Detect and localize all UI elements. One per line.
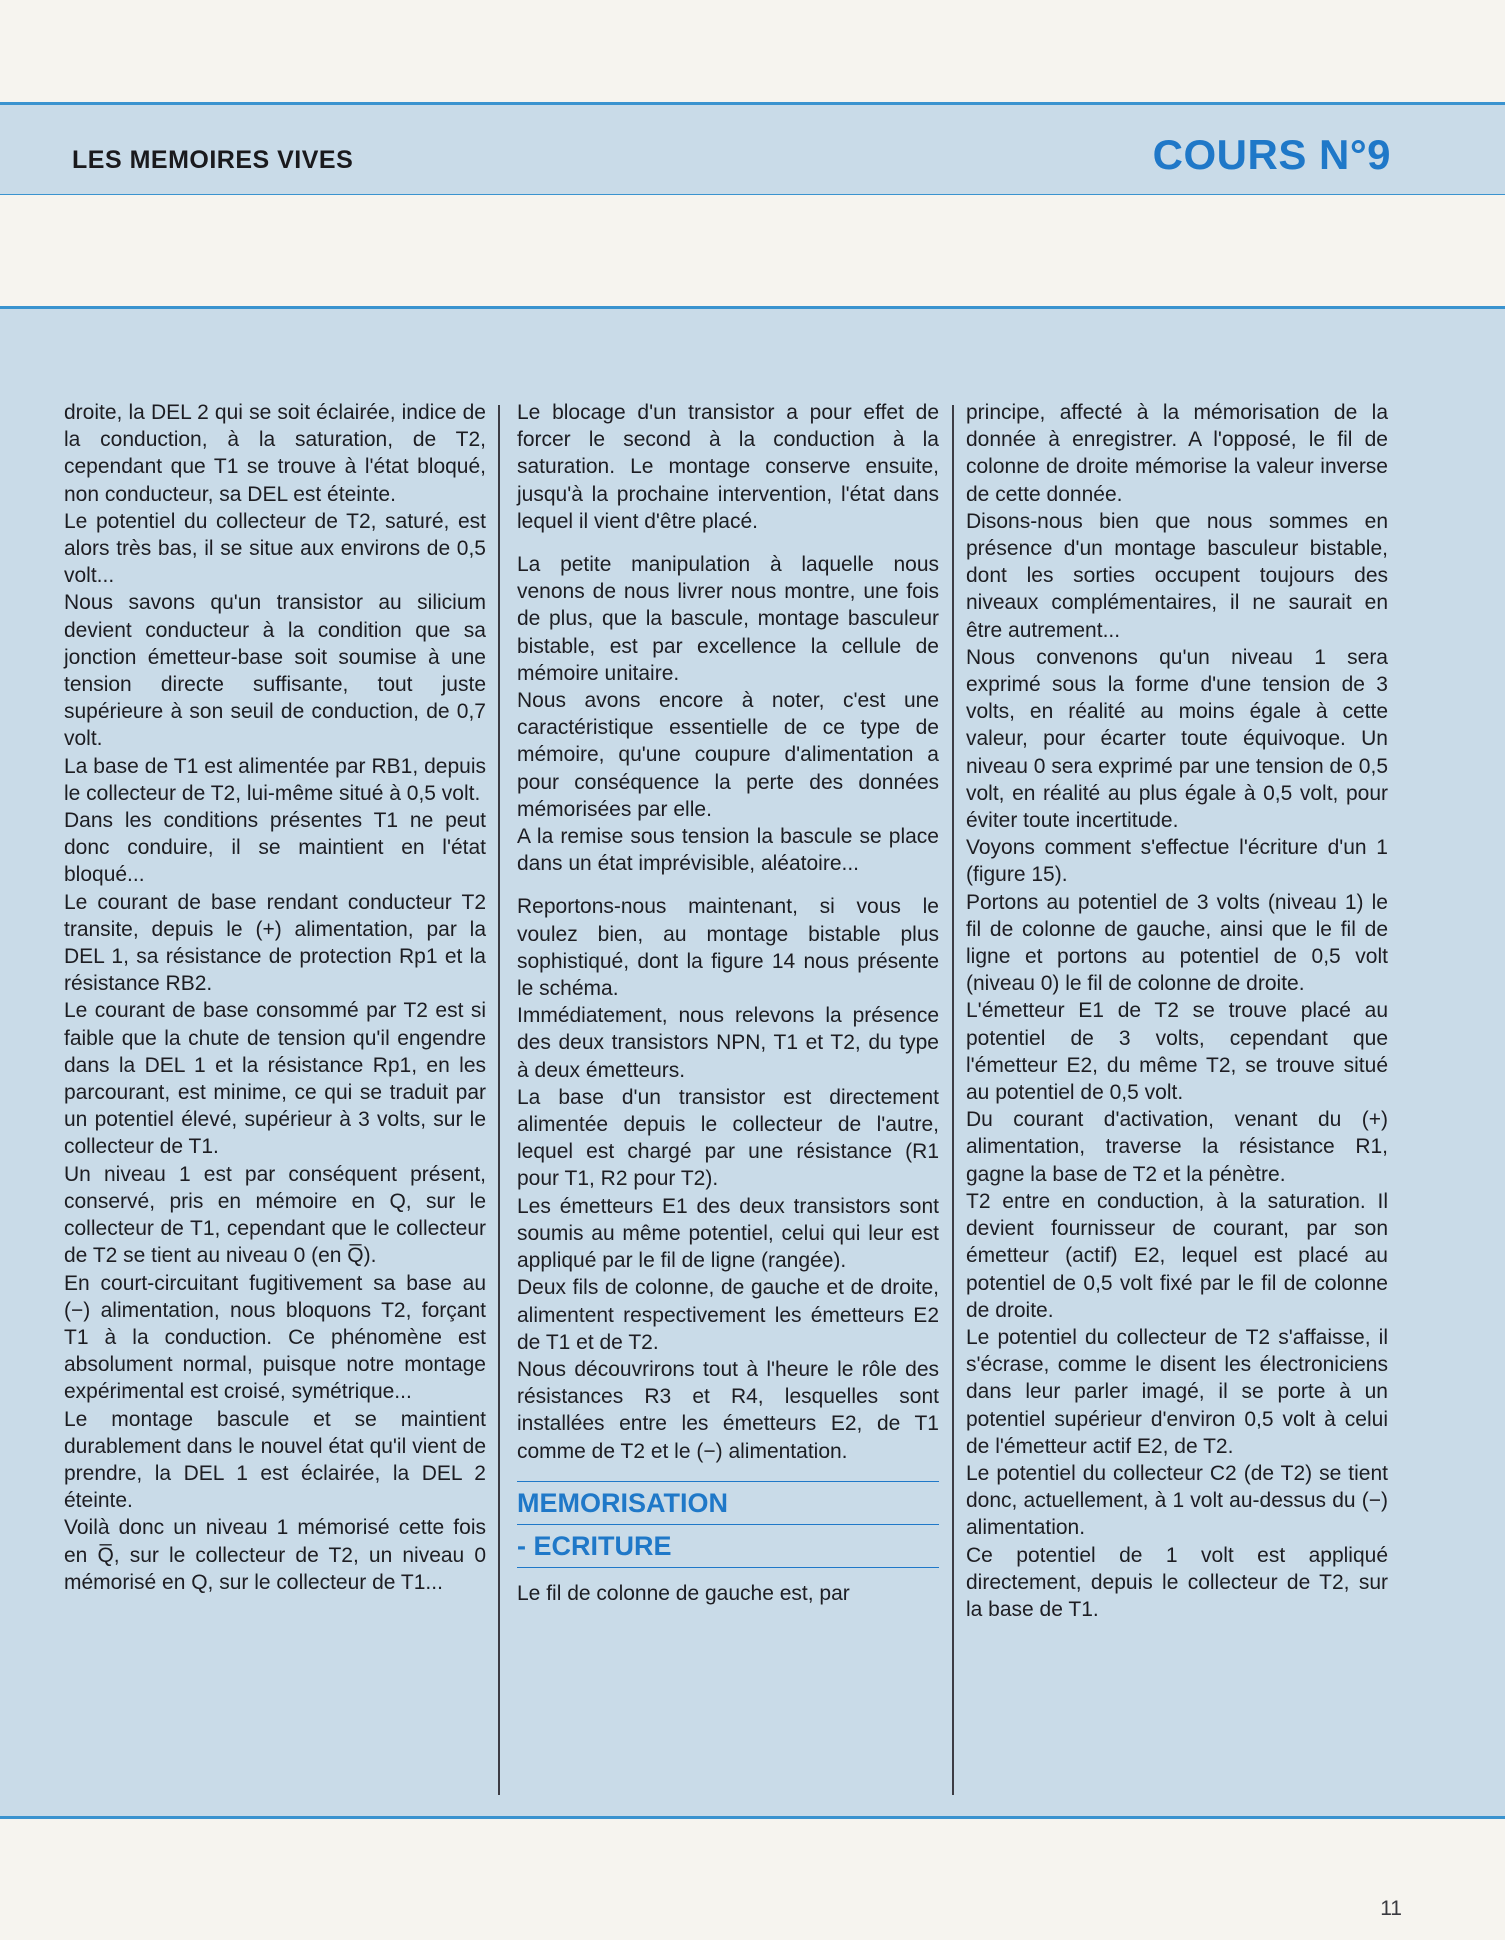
paragraph: Le fil de colonne de gauche est, par — [517, 1581, 850, 1605]
paragraph: La base d'un transistor est directement alimentée depuis le collecteur de l'autre, lequel est chargé par une résistance (R1 pour T1, R2 pour T2). — [517, 1085, 939, 1191]
paragraph: Immédiatement, nous relevons la présence des deux transistors NPN, T1 et T2, du type à deux émetteurs. — [517, 1004, 939, 1082]
body-bottom-rule — [0, 1816, 1505, 1819]
page-number: 11 — [1380, 1897, 1402, 1920]
paragraph: Les émetteurs E1 des deux transistors sont soumis au même potentiel, celui qui leur est appliqué par le fil de ligne (rangée). — [517, 1194, 939, 1273]
paragraph: Voyons comment s'effectue l'écriture d'un 1 (figure 15). — [966, 836, 1388, 887]
paragraph: Portons au potentiel de 3 volts (niveau 1) le fil de colonne de gauche, ainsi que le fil de ligne et portons au potentiel de 0,5 volt (niveau 0) le fil de colonne de droite. — [966, 890, 1388, 996]
section-title: MEMORISATION — [517, 1481, 939, 1525]
chapter-title: LES MEMOIRES VIVES — [72, 146, 354, 174]
paragraph: Reportons-nous maintenant, si vous le voulez bien, au montage bistable plus sophistiqué, dont la figure 14 nous présente le schéma. — [517, 895, 939, 1001]
paragraph: Le courant de base rendant conducteur T2 transite, depuis le (+) alimentation, par la DEL 1, sa résistance de protection Rp1 et la résistance RB2. — [64, 890, 486, 996]
paragraph: Le potentiel du collecteur C2 (de T2) se tient donc, actuellement, à 1 volt au-dessus du (−) alimentation. — [966, 1461, 1388, 1540]
paragraph: Nous convenons qu'un niveau 1 sera exprimé sous la forme d'une tension de 3 volts, en réalité au moins égale à cette valeur, pour écarter toute équivoque. Un niveau 0 sera exprimé par une tension de 0,5 volt, en réalité au plus égale à 0,5 volt, pour éviter toute incertitude. — [966, 645, 1388, 833]
white-gap — [0, 195, 1505, 307]
paragraph: L'émetteur E1 de T2 se trouve placé au potentiel de 3 volts, cependant que l'émetteur E2, du même T2, se trouve situé au potentiel de 0,5 volt. — [966, 999, 1388, 1105]
paragraph: En court-circuitant fugitivement sa base au (−) alimentation, nous bloquons T2, forçant T1 à la conduction. Ce phénomène est absolument normal, puisque notre montage expérimental est croisé, symétrique... — [64, 1271, 486, 1404]
column-divider — [498, 405, 500, 1795]
paragraph: Voilà donc un niveau 1 mémorisé cette fois en Q̅, sur le collecteur de T2, un niveau 0 mémorisé en Q, sur le collecteur de T1... — [64, 1516, 486, 1594]
paragraph: principe, affecté à la mémorisation de la donnée à enregistrer. A l'opposé, le fil de colonne de droite mémorise la valeur inverse de cette donnée. — [966, 401, 1388, 506]
paragraph: Ce potentiel de 1 volt est appliqué directement, depuis le collecteur de T2, sur la base de T1. — [966, 1543, 1388, 1621]
paragraph: La petite manipulation à laquelle nous venons de nous livrer nous montre, une fois de plus, que la bascule, montage basculeur bistable, est par excellence la cellule de mémoire unitaire. — [517, 553, 939, 685]
text-column-2 — [517, 399, 939, 1607]
paragraph: droite, la DEL 2 qui se soit éclairée, indice de la conduction, à la saturation, de T2, cependant que T1 se trouve à l'état bloqué, non conducteur, sa DEL est éteinte. — [64, 401, 486, 506]
paragraph: Le blocage d'un transistor a pour effet de forcer le second à la conduction à la saturation. Le montage conserve ensuite, jusqu'à la prochaine intervention, l'état dans lequel il vient d'être placé. — [517, 401, 939, 533]
paragraph: Nous avons encore à noter, c'est une caractéristique essentielle de ce type de mémoire, qu'une coupure d'alimentation a pour conséquence la perte des données mémorisées par elle. — [517, 689, 939, 821]
paragraph: A la remise sous tension la bascule se place dans un état imprévisible, aléatoire... — [517, 825, 939, 876]
paragraph: Dans les conditions présentes T1 ne peut donc conduire, il se maintient en l'état bloqué... — [64, 809, 486, 887]
paragraph: Le montage bascule et se maintient durablement dans le nouvel état qu'il vient de prendre, la DEL 1 est éclairée, la DEL 2 éteinte. — [64, 1407, 486, 1513]
text-column-3 — [966, 399, 1388, 1623]
column-divider — [952, 405, 954, 1795]
header-top-rule — [0, 102, 1505, 105]
paragraph: La base de T1 est alimentée par RB1, depuis le collecteur de T2, lui-même situé à 0,5 volt. — [64, 754, 486, 805]
paragraph: Nous savons qu'un transistor au silicium devient conducteur à la condition que sa jonction émetteur-base soit soumise à une tension directe suffisante, tout juste supérieure à son seuil de conduction, de 0,7 volt. — [64, 591, 486, 751]
paragraph: Le potentiel du collecteur de T2, saturé, est alors très bas, il se situe aux environs de 0,5 volt... — [64, 509, 486, 588]
text-column-1 — [64, 399, 486, 1596]
section-title: - ECRITURE — [517, 1525, 939, 1568]
paragraph: Nous découvrirons tout à l'heure le rôle des résistances R3 et R4, lesquelles sont installées entre les émetteurs E2, de T1 comme de T2 et le (−) alimentation. — [517, 1357, 939, 1463]
paragraph: Disons-nous bien que nous sommes en présence d'un montage basculeur bistable, dont les sorties occupent toujours des niveaux complémentaires, il ne saurait en être autrement... — [966, 509, 1388, 642]
paragraph: Un niveau 1 est par conséquent présent, conservé, pris en mémoire en Q, sur le collecteur de T1, cependant que le collecteur de T2 se tient au niveau 0 (en Q̅). — [64, 1162, 486, 1268]
body-top-rule — [0, 306, 1505, 309]
paragraph: T2 entre en conduction, à la saturation. Il devient fournisseur de courant, par son émetteur (actif) E2, lequel est placé au potentiel de 0,5 volt fixé par le fil de colonne de droite. — [966, 1189, 1388, 1322]
paragraph: Le courant de base consommé par T2 est si faible que la chute de tension qu'il engendre dans la DEL 1 et la résistance Rp1, en les parcourant, est minime, ce qui se traduit par un potentiel élevé, supérieur à 3 volts, sur le collecteur de T1. — [64, 999, 486, 1159]
paragraph: Le potentiel du collecteur de T2 s'affaisse, il s'écrase, comme le disent les électroniciens dans leur parler imagé, il se porte à un potentiel supérieur d'environ 0,5 volt à celui de l'émetteur actif E2, de T2. — [966, 1325, 1388, 1458]
course-number: COURS N°9 — [1152, 131, 1391, 178]
paragraph: Du courant d'activation, venant du (+) alimentation, traverse la résistance R1, gagne la base de T2 et la pénètre. — [966, 1108, 1388, 1186]
paragraph: Deux fils de colonne, de gauche et de droite, alimentent respectivement les émetteurs E2 de T1 et de T2. — [517, 1276, 939, 1354]
